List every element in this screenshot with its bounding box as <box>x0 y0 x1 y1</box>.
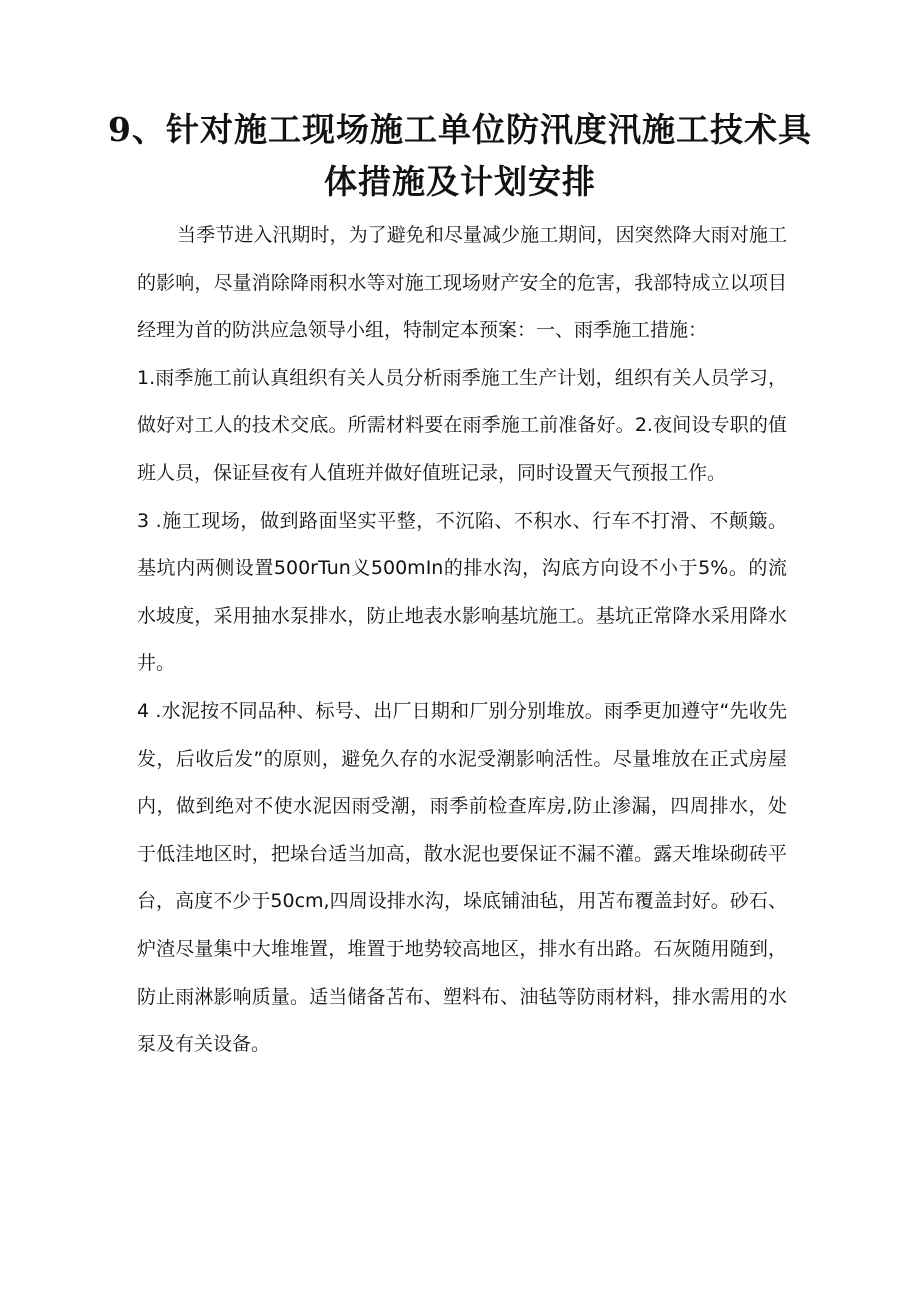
document-title: 9、针对施工现场施工单位防汛度汛施工技术具体措施及计划安排 <box>108 110 812 201</box>
paragraph-intro: 当季节进入汛期时，为了避免和尽量减少施工期间，因突然降大雨对施工的影响，尽量消除降雨积水等对施工现场财产安全的危害，我部特成立以项目经理为首的防洪应急领导小组，特制定本预案：一、雨季施工措施： <box>137 224 787 342</box>
document-body <box>137 212 787 1069</box>
paragraph-item-3: 3 .施工现场，做到路面坚实平整，不沉陷、不积水、行车不打滑、不颠簸。基坑内两侧设置500rTun义500mIn的排水沟，沟底方向设不小于5%。的流水坡度，采用抽水泵排水，防止地表水影响基坑施工。基坑正常降水采用降水井。 <box>137 509 787 675</box>
paragraph-item-1-2: 1.雨季施工前认真组织有关人员分析雨季施工生产计划，组织有关人员学习，做好对工人的技术交底。所需材料要在雨季施工前准备好。2.夜间设专职的值班人员，保证昼夜有人值班并做好值班记录，同时设置天气预报工作。 <box>137 366 787 484</box>
paragraph-item-4: 4 .水泥按不同品种、标号、出厂日期和厂别分别堆放。雨季更加遵守“先收先发，后收后发”的原则，避免久存的水泥受潮影响活性。尽量堆放在正式房屋内，做到绝对不使水泥因雨受潮，雨季前检查库房,防止渗漏，四周排水，处于低洼地区时，把垛台适当加高，散水泥也要保证不漏不灌。露天堆垛砌砖平台，高度不少于50cm,四周设排水沟，垛底铺油毡，用苫布覆盖封好。砂石、炉渣尽量集中大堆堆置，堆置于地势较高地区，排水有出路。石灰随用随到，防止雨淋影响质量。适当储备苫布、塑料布、油毡等防雨材料，排水需用的水泵及有关设备。 <box>137 699 787 1056</box>
